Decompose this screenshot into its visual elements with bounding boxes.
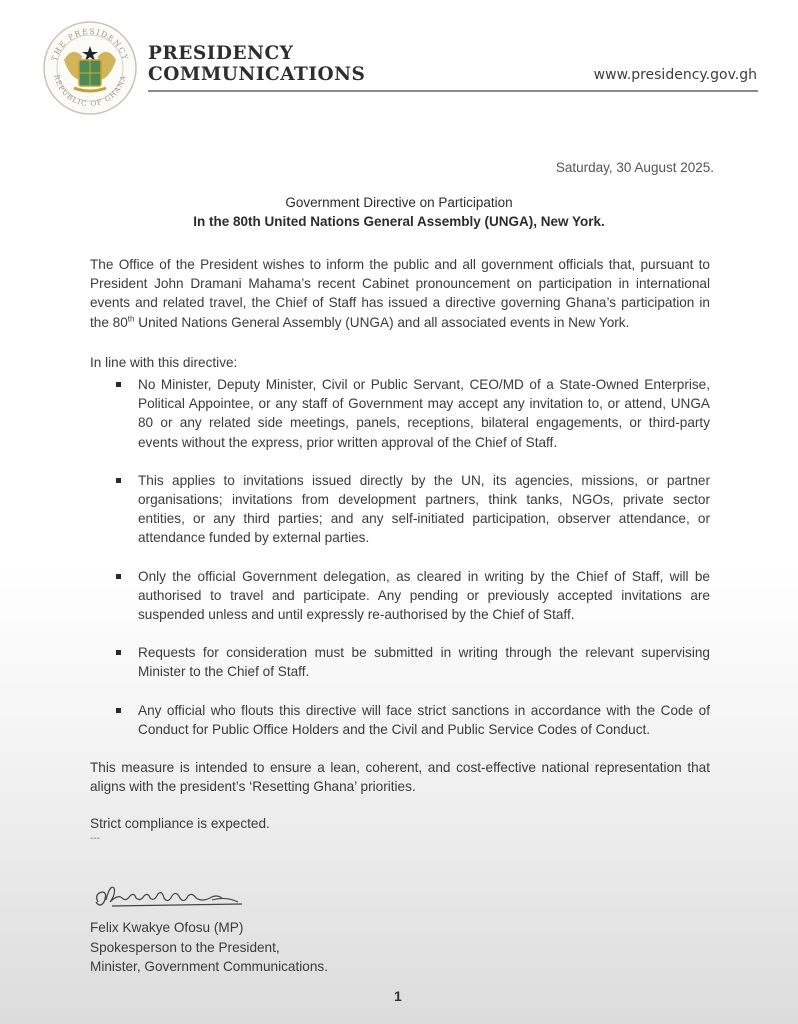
signatory-block <box>90 918 328 977</box>
brand-line-1: PRESIDENCY <box>148 43 294 64</box>
svg-text:REPUBLIC OF GHANA: REPUBLIC OF GHANA <box>52 73 128 109</box>
directive-item <box>90 701 710 739</box>
svg-text:THE PRESIDENCY: THE PRESIDENCY <box>49 26 131 63</box>
directive-text: No Minister, Deputy Minister, Civil or Public Servant, CEO/MD of a State-Owned Enterprise, Political Appointee, or any staff of Government may accept any invitation to, or attend, UNGA 80 or any related side meetings, panels, receptions, bilateral engagements, or third-party events without the express, prior written approval of the Chief of Staff. <box>138 377 710 450</box>
intro-text-1: The Office of the President wishes to inform the public and all government officials that, pursuant to President John Dramani Mahama’s recent Cabinet pronouncement on participation in international events and related travel, the Chief of Staff has issued a directive governing Ghana’s participation in the 80 <box>90 257 710 330</box>
signatory-role-1: Spokesperson to the President, <box>90 939 280 955</box>
directive-list <box>90 375 710 739</box>
directive-text: This applies to invitations issued directly by the UN, its agencies, missions, or partner organisations; invitations from development partners, think tanks, NGOs, private sector entities, or any third parties; and any self-initiated participation, observer attendance, or attendance funded by external parties. <box>138 472 710 546</box>
document-body <box>90 255 710 844</box>
title-line-2: In the 80th United Nations General Assembly (UNGA), New York. <box>193 214 605 229</box>
directive-item <box>90 643 710 681</box>
signature-icon <box>92 880 252 920</box>
website-link[interactable]: www.presidency.gov.gh <box>593 67 757 83</box>
bullet-icon <box>116 574 121 579</box>
directive-text: Any official who flouts this directive will face strict sanctions in accordance with the Code of Conduct for Public Office Holders and the Civil and Public Service Codes of Conduct. <box>138 702 710 737</box>
letterhead <box>0 0 798 130</box>
directive-item <box>90 567 710 625</box>
closing-paragraph: This measure is intended to ensure a lean, coherent, and cost-effective national representation that aligns with the president’s ‘Resetting Ghana’ priorities. <box>90 760 710 795</box>
intro-paragraph <box>90 255 710 332</box>
ghana-presidency-seal-icon <box>42 20 138 116</box>
header-divider <box>148 90 758 92</box>
bullet-icon <box>116 650 121 655</box>
directive-item <box>90 375 710 452</box>
signatory-role-2: Minister, Government Communications. <box>90 959 328 974</box>
signatory-name: Felix Kwakye Ofosu (MP) <box>90 920 244 935</box>
intro-text-2: United Nations General Assembly (UNGA) and all associated events in New York. <box>134 314 630 330</box>
ordinal-suffix: th <box>127 314 135 324</box>
compliance-statement: Strict compliance is expected. <box>90 816 270 832</box>
page-number: 1 <box>394 988 402 1004</box>
directive-text: Requests for consideration must be submitted in writing through the relevant supervising Minister to the Chief of Staff. <box>138 645 710 680</box>
bullet-icon <box>116 478 121 483</box>
brand-name <box>148 43 365 85</box>
title-line-1: Government Directive on Participation <box>285 195 513 210</box>
separator: --- <box>90 832 100 844</box>
brand-line-2: COMMUNICATIONS <box>148 64 366 85</box>
directive-text: Only the official Government delegation, as cleared in writing by the Chief of Staff, will be authorised to travel and participate. Any pending or previously accepted invitations are suspended unless and until expressly re-authorised by the Chief of Staff. <box>138 568 710 623</box>
bullet-icon <box>116 382 121 387</box>
directive-lead: In line with this directive: <box>90 354 238 370</box>
document-date: Saturday, 30 August 2025. <box>555 160 714 175</box>
document-title <box>0 193 798 231</box>
directive-item <box>90 471 710 548</box>
bullet-icon <box>116 708 121 713</box>
